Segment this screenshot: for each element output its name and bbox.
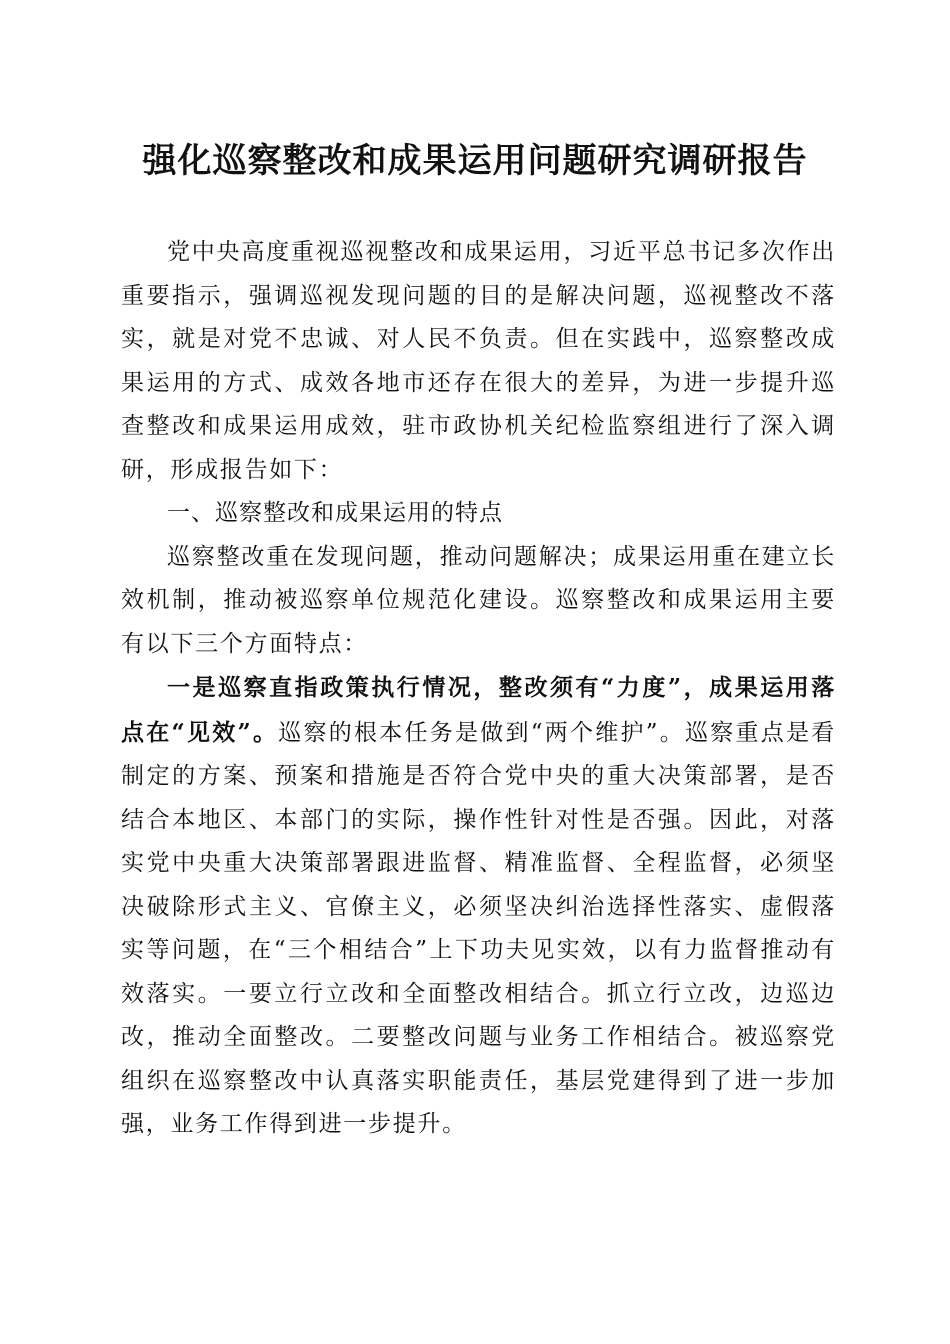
- document-body: [121, 231, 836, 1147]
- paragraph-point-one-body: 巡察的根本任务是做到“两个维护”。巡察重点是看制定的方案、预案和措施是否符合党中央的重大决策部署，是否结合本地区、本部门的实际，操作性针对性是否强。因此，对落实党中央重大决策部署跟进监督、精准监督、全程监督，必须坚决破除形式主义、官僚主义，必须坚决纠治选择性落实、虚假落实等问题，在“三个相结合”上下功夫见实效，以有力监督推动有效落实。一要立行立改和全面整改相结合。抓立行立改，边巡边改，推动全面整改。二要整改问题与业务工作相结合。被巡察党组织在巡察整改中认真落实职能责任，基层党建得到了进一步加强，业务工作得到进一步提升。: [121, 719, 837, 1137]
- document-title: 强化巡察整改和成果运用问题研究调研报告: [142, 141, 808, 181]
- section-heading-1: 一、巡察整改和成果运用的特点: [167, 500, 503, 526]
- paragraph-point-one: [121, 666, 836, 1147]
- paragraph-characteristics: 巡察整改重在发现问题，推动问题解决；成果运用重在建立长效机制，推动被巡察单位规范化建设。巡察整改和成果运用主要有以下三个方面特点：: [121, 543, 836, 657]
- paragraph-point-one-lead: 一是巡察直指政策执行情况，整改须有“力度”，成果运用落点在“见效”。: [121, 674, 836, 746]
- paragraph-intro: 党中央高度重视巡视整改和成果运用，习近平总书记多次作出重要指示，强调巡视发现问题的目的是解决问题，巡视整改不落实，就是对党不忠诚、对人民不负责。但在实践中，巡察整改成果运用的方式、成效各地市还存在很大的差异，为进一步提升巡查整改和成果运用成效，驻市政协机关纪检监察组进行了深入调研，形成报告如下：: [121, 239, 836, 483]
